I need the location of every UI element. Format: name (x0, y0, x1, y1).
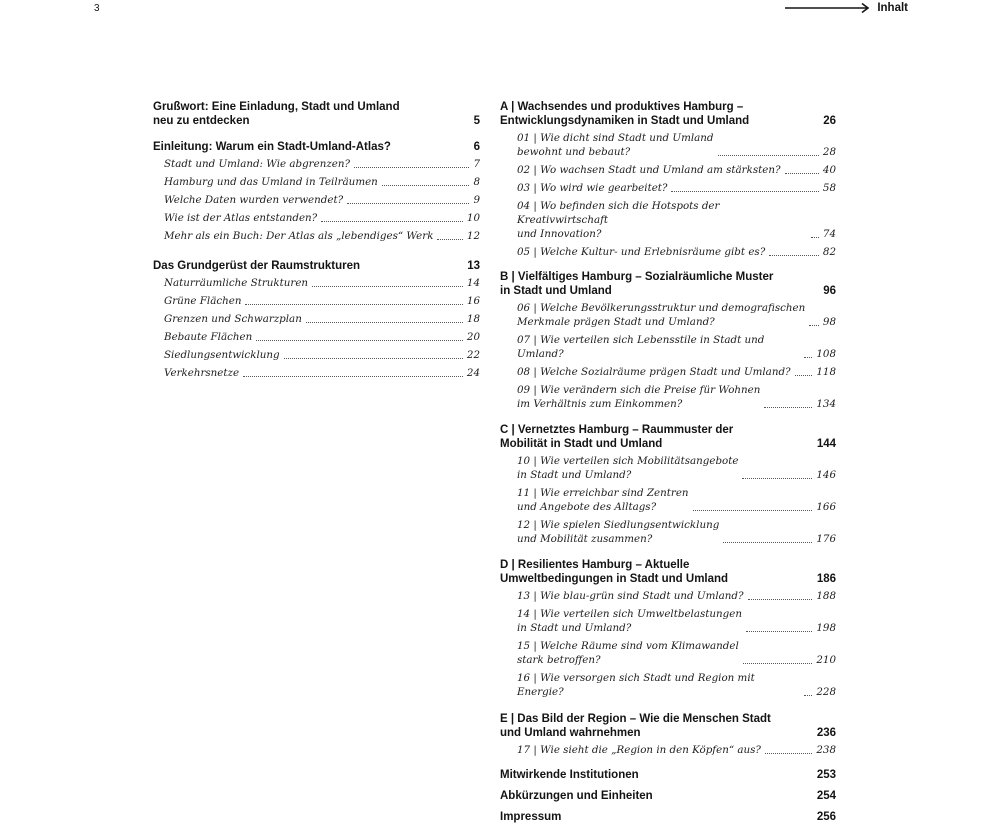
toc-subentry-page: 74 (822, 228, 836, 240)
toc-subentry-title: Grenzen und Schwarzplan (164, 313, 302, 325)
toc-subentry[interactable] (153, 157, 480, 171)
toc-subentry-title: 14 | Wie verteilen sich Umweltbelastungen in Stadt und Umland? (517, 608, 742, 634)
toc-subentry[interactable] (500, 671, 836, 699)
toc-subentry-title: Welche Daten wurden verwendet? (164, 194, 344, 206)
toc-subentry-text (164, 366, 467, 380)
toc-subentry[interactable] (500, 301, 836, 329)
toc-subentry[interactable] (500, 333, 836, 361)
toc-subentry-title: 06 | Welche Bevölkerungsstruktur und demografischen Merkmale prägen Stadt und Umland? (517, 302, 806, 328)
toc-subentry[interactable] (500, 383, 836, 411)
toc-subentry[interactable] (500, 743, 836, 757)
toc-subentry-title: 07 | Wie verteilen sich Lebensstile in Stadt und Umland? (517, 334, 765, 360)
dot-leader (284, 358, 463, 359)
dot-leader (347, 203, 469, 204)
toc-subentry-page: 22 (466, 349, 480, 361)
toc-subentry-page: 118 (816, 366, 836, 378)
toc-subentry-text (517, 639, 816, 667)
toc-entry-page: 6 (473, 141, 480, 153)
toc-entry-page: 186 (816, 573, 836, 585)
toc-subentry-title: Grüne Flächen (164, 295, 242, 307)
toc-subentry-title: 08 | Welche Sozialräume prägen Stadt und Umland? (517, 366, 791, 378)
toc-subentry[interactable] (500, 199, 836, 241)
toc-subentry[interactable] (153, 175, 480, 189)
toc-entry-page: 236 (816, 727, 836, 739)
toc-section (500, 100, 836, 259)
toc-subentry-title: 02 | Wo wachsen Stadt und Umland am stärksten? (517, 164, 781, 176)
toc-entry[interactable] (500, 810, 836, 824)
toc-subentry-text (164, 211, 467, 225)
toc-entry-page: 13 (467, 260, 480, 272)
dot-leader (795, 375, 813, 376)
toc-subentry-page: 12 (466, 230, 480, 242)
dot-leader (312, 286, 463, 287)
toc-entry-page: 254 (816, 790, 836, 802)
toc-subentry-text (164, 175, 473, 189)
toc-subentry-title: 12 | Wie spielen Siedlungsentwicklung und Mobilität zusammen? (517, 519, 720, 545)
toc-subentry-page: 176 (816, 533, 836, 545)
toc-subentry-title: 09 | Wie verändern sich die Preise für Wohnen im Verhältnis zum Einkommen? (517, 384, 761, 410)
toc-subentry-text (517, 199, 823, 241)
toc-subentry-text (164, 294, 467, 308)
toc-subentry-title: 13 | Wie blau-grün sind Stadt und Umland? (517, 590, 744, 602)
toc-section (500, 270, 836, 411)
toc-subentry-text (517, 131, 823, 159)
toc-section (500, 712, 836, 757)
toc-subentry-title: Stadt und Umland: Wie abgrenzen? (164, 158, 351, 170)
toc-subentry-title: 15 | Welche Räume sind vom Klimawandel stark betroffen? (517, 640, 739, 666)
toc-subentry[interactable] (500, 607, 836, 635)
toc-entry[interactable] (500, 100, 836, 128)
toc-subentry-page: 188 (816, 590, 836, 602)
dot-leader (804, 357, 812, 358)
dot-leader (243, 376, 463, 377)
toc-subentry-page: 7 (473, 158, 480, 170)
dot-leader (256, 340, 463, 341)
toc-subentry-text (517, 365, 816, 379)
toc-entry-title: A | Wachsendes und produktives Hamburg – Entwicklungsdynamiken in Stadt und Umland (500, 101, 750, 127)
toc-subentry[interactable] (500, 365, 836, 379)
toc-subentry-text (164, 157, 473, 171)
toc-subentry[interactable] (500, 245, 836, 259)
toc-subentry-text (517, 743, 816, 757)
toc-entry[interactable] (500, 768, 836, 782)
dot-leader (693, 510, 813, 511)
dot-leader (764, 407, 812, 408)
toc-subentry-title: 01 | Wie dicht sind Stadt und Umland bewohnt und bebaut? (517, 132, 714, 158)
toc-subentry-page: 20 (466, 331, 480, 343)
toc-subentry-text (517, 181, 823, 195)
toc-entry[interactable] (153, 140, 480, 154)
toc-entry-page: 253 (816, 769, 836, 781)
toc-subentry-page: 210 (816, 654, 836, 666)
toc-entry-title: C | Vernetztes Hamburg – Raummuster der Mobilität in Stadt und Umland (500, 424, 734, 450)
toc-subentry-page: 98 (822, 316, 836, 328)
toc-entry-title: Abkürzungen und Einheiten (500, 790, 653, 802)
toc-subentry-page: 166 (816, 501, 836, 513)
toc-section (153, 259, 480, 380)
toc-entry[interactable] (153, 100, 480, 128)
toc-entry-page: 256 (816, 811, 836, 823)
toc-subentry[interactable] (500, 181, 836, 195)
toc-subentry-title: 11 | Wie erreichbar sind Zentren und Angebote des Alltags? (517, 487, 689, 513)
toc-entry-title: B | Vielfältiges Hamburg – Sozialräumliche Muster in Stadt und Umland (500, 271, 774, 297)
toc-entry-page: 144 (816, 438, 836, 450)
toc-subentry[interactable] (500, 486, 836, 514)
toc-entry-title: Impressum (500, 811, 562, 823)
toc-subentry[interactable] (500, 454, 836, 482)
dot-leader (321, 221, 463, 222)
toc-section (500, 423, 836, 546)
toc-subentry[interactable] (500, 131, 836, 159)
toc-subentry-title: Verkehrsnetze (164, 367, 240, 379)
toc-subentry-text (517, 518, 816, 546)
toc-subentry-page: 16 (466, 295, 480, 307)
toc-subentry-text (517, 163, 823, 177)
toc-subentry-page: 14 (466, 277, 480, 289)
toc-entry-page: 96 (823, 285, 836, 297)
section-label: Inhalt (877, 2, 908, 14)
toc-entry[interactable] (500, 558, 836, 586)
toc-subentry-page: 24 (466, 367, 480, 379)
dot-leader (743, 663, 813, 664)
toc-subentry[interactable] (153, 366, 480, 380)
toc-subentry[interactable] (153, 211, 480, 225)
toc-subentry-text (164, 229, 467, 243)
toc-right-column (500, 100, 836, 824)
toc-subentry-page: 58 (822, 182, 836, 194)
dot-leader (354, 167, 469, 168)
toc-entry[interactable] (500, 712, 836, 740)
toc-subentry-text (164, 330, 467, 344)
toc-subentry-text (517, 454, 816, 482)
toc-subentry-page: 228 (816, 686, 836, 698)
toc-subentry-page: 238 (816, 744, 836, 756)
toc-subentry-text (517, 301, 823, 329)
toc-entry-title: D | Resilientes Hamburg – Aktuelle Umweltbedingungen in Stadt und Umland (500, 559, 729, 585)
toc-entry-title: Mitwirkende Institutionen (500, 769, 639, 781)
toc-subentry-title: Wie ist der Atlas entstanden? (164, 212, 318, 224)
toc-subentry-page: 82 (822, 246, 836, 258)
toc-subentry-page: 18 (466, 313, 480, 325)
toc-subentry-title: 10 | Wie verteilen sich Mobilitätsangebote in Stadt und Umland? (517, 455, 739, 481)
toc-left-column (153, 100, 480, 380)
toc-section (500, 558, 836, 699)
toc-subentry-text (517, 607, 816, 635)
toc-subentry[interactable] (153, 193, 480, 207)
toc-entry-title: Einleitung: Warum ein Stadt-Umland-Atlas? (153, 141, 391, 153)
dot-leader (306, 322, 463, 323)
toc-subentry-title: 04 | Wo befinden sich die Hotspots der Kreativwirtschaft und Innovation? (517, 200, 720, 240)
toc-entry-title: E | Das Bild der Region – Wie die Menschen Stadt und Umland wahrnehmen (500, 713, 771, 739)
section-header (785, 2, 908, 14)
toc-entry-title: Grußwort: Eine Einladung, Stadt und Umland neu zu entdecken (153, 101, 400, 127)
dot-leader (718, 155, 819, 156)
dot-leader (765, 753, 812, 754)
toc-subentry-page: 108 (816, 348, 836, 360)
toc-subentry[interactable] (500, 163, 836, 177)
dot-leader (785, 173, 819, 174)
toc-subentry-page: 40 (822, 164, 836, 176)
toc-subentry-text (164, 276, 467, 290)
toc-subentry[interactable] (153, 330, 480, 344)
toc-entry[interactable] (500, 423, 836, 451)
toc-subentry-text (517, 486, 816, 514)
arrow-right-icon (785, 2, 871, 14)
toc-subentry-title: 16 | Wie versorgen sich Stadt und Region mit Energie? (517, 672, 755, 698)
toc-entry-page: 26 (823, 115, 836, 127)
toc-subentry[interactable] (500, 639, 836, 667)
page-number: 3 (94, 3, 100, 14)
toc-subentry-title: Bebaute Flächen (164, 331, 253, 343)
toc-subentry[interactable] (153, 276, 480, 290)
toc-subentry[interactable] (500, 589, 836, 603)
toc-section (500, 768, 836, 782)
dot-leader (804, 695, 812, 696)
toc-section (153, 100, 480, 128)
toc-subentry[interactable] (153, 229, 480, 243)
toc-subentry-page: 8 (473, 176, 480, 188)
toc-subentry-page: 28 (822, 146, 836, 158)
toc-subentry[interactable] (500, 518, 836, 546)
toc-subentry[interactable] (153, 312, 480, 326)
dot-leader (382, 185, 470, 186)
toc-section (500, 810, 836, 824)
dot-leader (746, 631, 812, 632)
toc-section (500, 789, 836, 803)
toc-subentry[interactable] (153, 348, 480, 362)
toc-subentry-title: Mehr als ein Buch: Der Atlas als „lebendiges“ Werk (164, 230, 434, 242)
toc-subentry-text (517, 589, 816, 603)
toc-subentry-title: 03 | Wo wird wie gearbeitet? (517, 182, 668, 194)
toc-subentry-text (164, 312, 467, 326)
dot-leader (769, 255, 819, 256)
toc-entry[interactable] (153, 259, 480, 273)
toc-subentry-title: Naturräumliche Strukturen (164, 277, 309, 289)
dot-leader (671, 191, 818, 192)
toc-subentry-page: 198 (816, 622, 836, 634)
toc-subentry-page: 9 (473, 194, 480, 206)
dot-leader (809, 325, 819, 326)
dot-leader (245, 304, 462, 305)
toc-subentry-title: 17 | Wie sieht die „Region in den Köpfen“ aus? (517, 744, 761, 756)
toc-entry-title: Das Grundgerüst der Raumstrukturen (153, 260, 361, 272)
toc-subentry-title: Siedlungsentwicklung (164, 349, 280, 361)
toc-subentry-page: 134 (816, 398, 836, 410)
dot-leader (811, 237, 819, 238)
toc-entry[interactable] (500, 270, 836, 298)
dot-leader (437, 239, 462, 240)
toc-subentry-text (164, 348, 467, 362)
toc-subentry-title: 05 | Welche Kultur- und Erlebnisräume gibt es? (517, 246, 766, 258)
toc-entry-page: 5 (473, 115, 480, 127)
dot-leader (723, 542, 812, 543)
toc-subentry-title: Hamburg und das Umland in Teilräumen (164, 176, 378, 188)
dot-leader (748, 599, 813, 600)
toc-entry[interactable] (500, 789, 836, 803)
toc-subentry-text (517, 245, 823, 259)
toc-subentry-text (164, 193, 473, 207)
toc-subentry-page: 10 (466, 212, 480, 224)
toc-subentry-text (517, 671, 816, 699)
toc-subentry[interactable] (153, 294, 480, 308)
toc-section (153, 140, 480, 243)
dot-leader (742, 478, 812, 479)
toc-subentry-text (517, 333, 816, 361)
toc-subentry-page: 146 (816, 469, 836, 481)
toc-subentry-text (517, 383, 816, 411)
